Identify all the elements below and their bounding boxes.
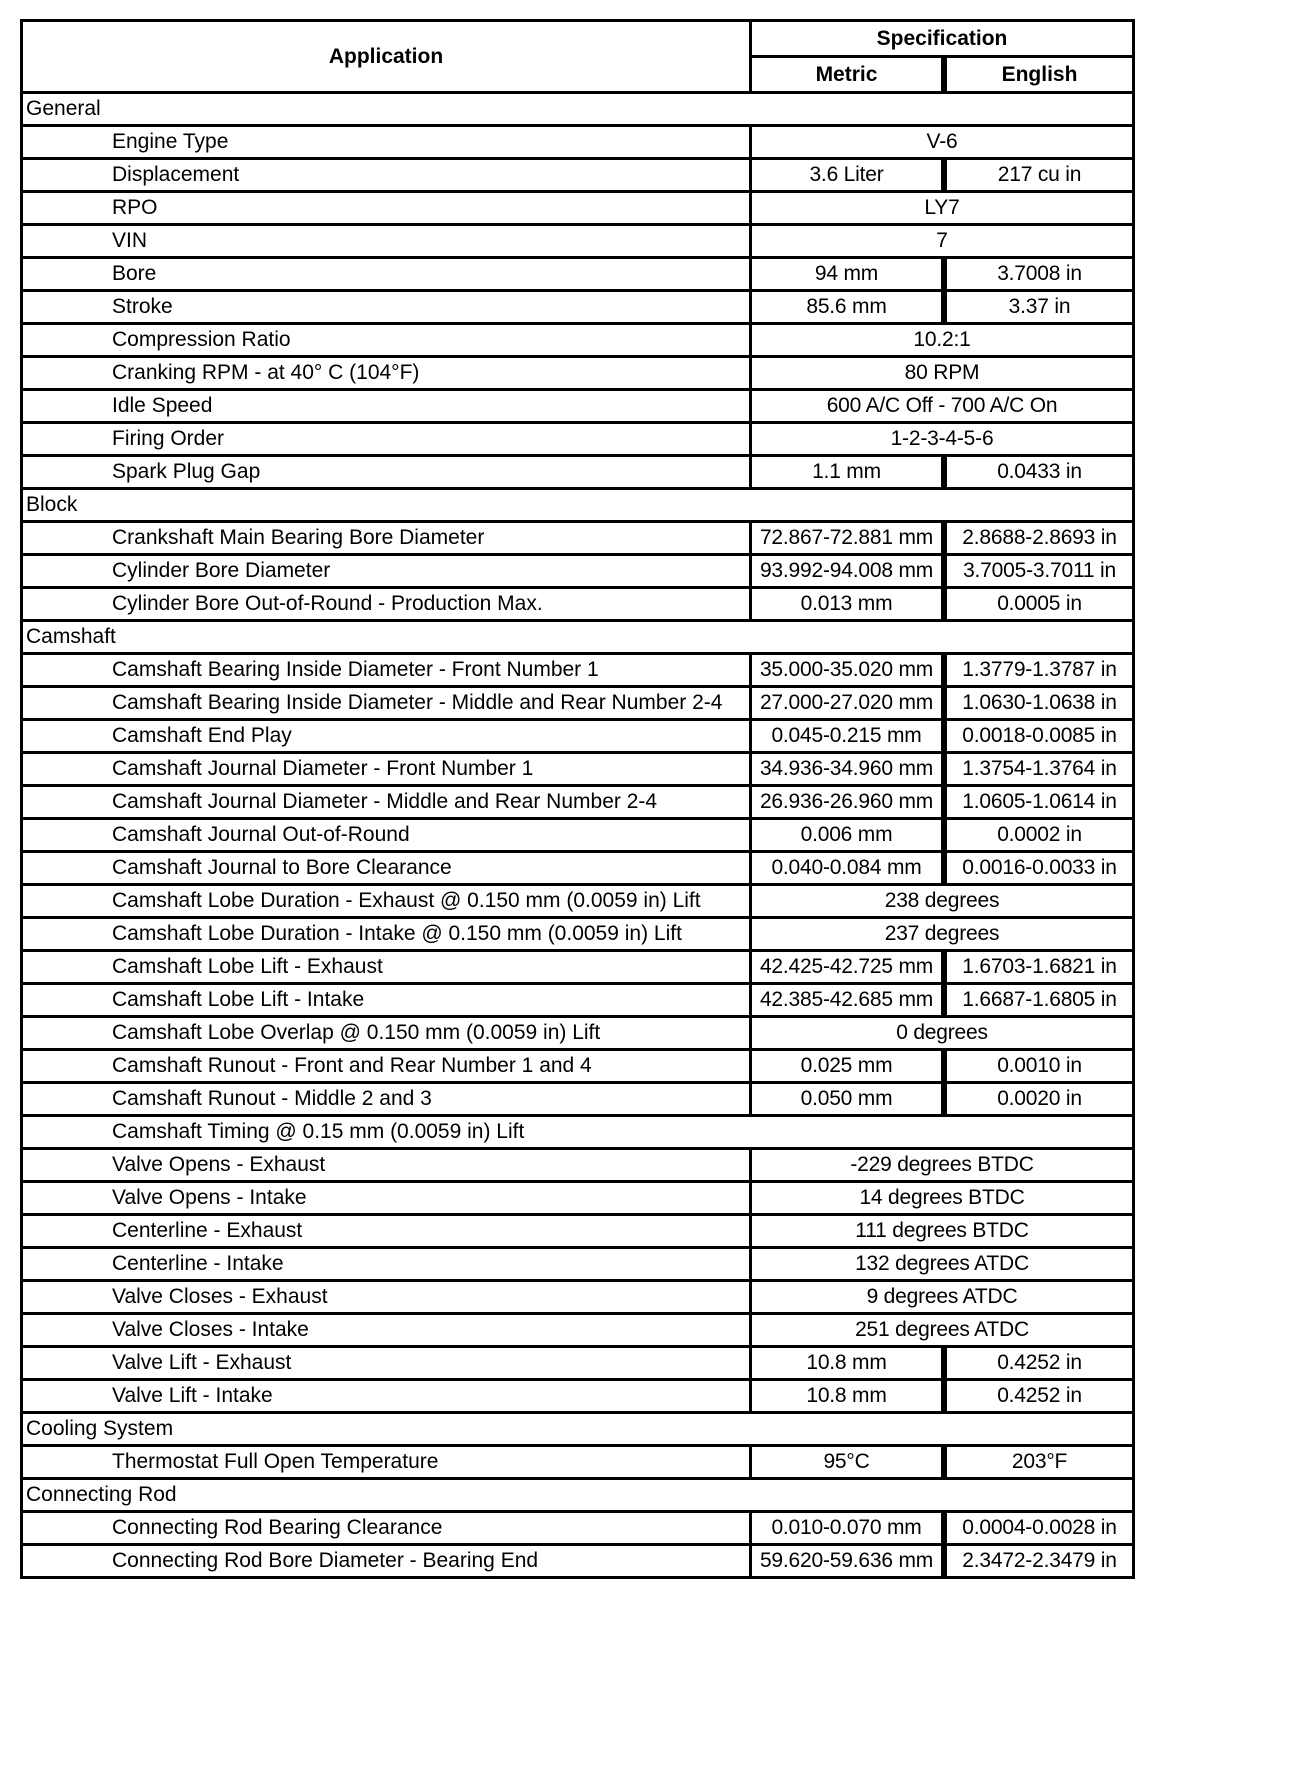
english-value: 1.0605-1.0614 in xyxy=(947,787,1135,820)
table-row xyxy=(23,1051,1135,1084)
row-label: Engine Type xyxy=(23,127,752,160)
application-header: Application xyxy=(23,22,752,94)
section-row xyxy=(23,1480,1135,1513)
table-row xyxy=(23,853,1135,886)
spec-value: -229 degrees BTDC xyxy=(752,1150,1135,1183)
section-row xyxy=(23,622,1135,655)
engine-spec-table xyxy=(20,19,1135,1579)
metric-value: 10.8 mm xyxy=(752,1381,947,1414)
english-value: 0.0002 in xyxy=(947,820,1135,853)
table-row xyxy=(23,1216,1135,1249)
english-value: 0.0005 in xyxy=(947,589,1135,622)
row-label: Valve Opens - Exhaust xyxy=(23,1150,752,1183)
spec-value: V-6 xyxy=(752,127,1135,160)
table-row xyxy=(23,160,1135,193)
metric-value: 10.8 mm xyxy=(752,1348,947,1381)
table-row xyxy=(23,556,1135,589)
english-header: English xyxy=(947,58,1135,94)
table-row xyxy=(23,1546,1135,1579)
section-row xyxy=(23,490,1135,523)
row-label: Valve Lift - Intake xyxy=(23,1381,752,1414)
english-value: 0.0016-0.0033 in xyxy=(947,853,1135,886)
metric-value: 93.992-94.008 mm xyxy=(752,556,947,589)
english-value: 3.7008 in xyxy=(947,259,1135,292)
row-label: Valve Lift - Exhaust xyxy=(23,1348,752,1381)
table-row xyxy=(23,292,1135,325)
row-label: Compression Ratio xyxy=(23,325,752,358)
table-row xyxy=(23,325,1135,358)
spec-value: 251 degrees ATDC xyxy=(752,1315,1135,1348)
spec-value: 111 degrees BTDC xyxy=(752,1216,1135,1249)
english-value: 2.8688-2.8693 in xyxy=(947,523,1135,556)
row-label: Camshaft Journal Out-of-Round xyxy=(23,820,752,853)
metric-value: 27.000-27.020 mm xyxy=(752,688,947,721)
table-row xyxy=(23,688,1135,721)
table-row xyxy=(23,1084,1135,1117)
metric-value: 35.000-35.020 mm xyxy=(752,655,947,688)
metric-value: 95°C xyxy=(752,1447,947,1480)
english-value: 1.3779-1.3787 in xyxy=(947,655,1135,688)
section-row xyxy=(23,94,1135,127)
row-label: Camshaft Journal to Bore Clearance xyxy=(23,853,752,886)
row-label: Camshaft Runout - Middle 2 and 3 xyxy=(23,1084,752,1117)
metric-value: 42.385-42.685 mm xyxy=(752,985,947,1018)
english-value: 203°F xyxy=(947,1447,1135,1480)
row-label: Camshaft Bearing Inside Diameter - Middle and Rear Number 2-4 xyxy=(23,688,752,721)
english-value: 0.0018-0.0085 in xyxy=(947,721,1135,754)
english-value: 1.6703-1.6821 in xyxy=(947,952,1135,985)
table-row xyxy=(23,226,1135,259)
row-label: Thermostat Full Open Temperature xyxy=(23,1447,752,1480)
row-label: Camshaft Lobe Duration - Intake @ 0.150 mm (0.0059 in) Lift xyxy=(23,919,752,952)
english-value: 217 cu in xyxy=(947,160,1135,193)
table-row xyxy=(23,1315,1135,1348)
row-label: Camshaft Lobe Lift - Exhaust xyxy=(23,952,752,985)
spec-value: 14 degrees BTDC xyxy=(752,1183,1135,1216)
metric-header: Metric xyxy=(752,58,947,94)
table-row xyxy=(23,655,1135,688)
row-label: Firing Order xyxy=(23,424,752,457)
row-label: Centerline - Exhaust xyxy=(23,1216,752,1249)
metric-value: 42.425-42.725 mm xyxy=(752,952,947,985)
table-row xyxy=(23,193,1135,226)
metric-value: 0.025 mm xyxy=(752,1051,947,1084)
table-row xyxy=(23,1447,1135,1480)
table-row xyxy=(23,952,1135,985)
metric-value: 0.045-0.215 mm xyxy=(752,721,947,754)
metric-value: 94 mm xyxy=(752,259,947,292)
english-value: 1.6687-1.6805 in xyxy=(947,985,1135,1018)
section-title: Block xyxy=(23,490,1135,523)
section-title: Cooling System xyxy=(23,1414,1135,1447)
spec-value: 237 degrees xyxy=(752,919,1135,952)
row-label: Valve Opens - Intake xyxy=(23,1183,752,1216)
spec-value: 1-2-3-4-5-6 xyxy=(752,424,1135,457)
table-row xyxy=(23,985,1135,1018)
spec-value: 600 A/C Off - 700 A/C On xyxy=(752,391,1135,424)
spec-value: 80 RPM xyxy=(752,358,1135,391)
row-label: VIN xyxy=(23,226,752,259)
table-row xyxy=(23,424,1135,457)
table-row xyxy=(23,1150,1135,1183)
table-row xyxy=(23,259,1135,292)
row-label: Camshaft Journal Diameter - Middle and Rear Number 2-4 xyxy=(23,787,752,820)
table-row xyxy=(23,820,1135,853)
table-row xyxy=(23,1348,1135,1381)
table-row xyxy=(23,523,1135,556)
table-row xyxy=(23,754,1135,787)
row-label: Valve Closes - Intake xyxy=(23,1315,752,1348)
row-label: Camshaft Lobe Duration - Exhaust @ 0.150 mm (0.0059 in) Lift xyxy=(23,886,752,919)
metric-value: 0.040-0.084 mm xyxy=(752,853,947,886)
english-value: 3.7005-3.7011 in xyxy=(947,556,1135,589)
section-row xyxy=(23,1414,1135,1447)
table-row xyxy=(23,358,1135,391)
table-row xyxy=(23,1381,1135,1414)
english-value: 3.37 in xyxy=(947,292,1135,325)
english-value: 1.0630-1.0638 in xyxy=(947,688,1135,721)
spec-value: 238 degrees xyxy=(752,886,1135,919)
spec-value: 132 degrees ATDC xyxy=(752,1249,1135,1282)
table-row xyxy=(23,721,1135,754)
table-row xyxy=(23,1282,1135,1315)
row-label: Camshaft Lobe Lift - Intake xyxy=(23,985,752,1018)
row-label: Centerline - Intake xyxy=(23,1249,752,1282)
row-label: Valve Closes - Exhaust xyxy=(23,1282,752,1315)
english-value: 0.4252 in xyxy=(947,1348,1135,1381)
table-row xyxy=(23,127,1135,160)
metric-value: 3.6 Liter xyxy=(752,160,947,193)
spec-value: 9 degrees ATDC xyxy=(752,1282,1135,1315)
metric-value: 26.936-26.960 mm xyxy=(752,787,947,820)
row-label: Cranking RPM - at 40° C (104°F) xyxy=(23,358,752,391)
metric-value: 0.050 mm xyxy=(752,1084,947,1117)
table-row xyxy=(23,1018,1135,1051)
metric-value: 59.620-59.636 mm xyxy=(752,1546,947,1579)
row-label: Connecting Rod Bearing Clearance xyxy=(23,1513,752,1546)
metric-value: 1.1 mm xyxy=(752,457,947,490)
row-label: RPO xyxy=(23,193,752,226)
metric-value: 72.867-72.881 mm xyxy=(752,523,947,556)
row-label: Spark Plug Gap xyxy=(23,457,752,490)
section-title: Camshaft xyxy=(23,622,1135,655)
row-label: Camshaft Lobe Overlap @ 0.150 mm (0.0059 in) Lift xyxy=(23,1018,752,1051)
row-label: Idle Speed xyxy=(23,391,752,424)
table-row xyxy=(23,1183,1135,1216)
table-row xyxy=(23,919,1135,952)
table-row xyxy=(23,886,1135,919)
metric-value: 0.006 mm xyxy=(752,820,947,853)
spec-table-body xyxy=(23,94,1135,1579)
spec-value: 7 xyxy=(752,226,1135,259)
table-row xyxy=(23,391,1135,424)
row-label: Camshaft End Play xyxy=(23,721,752,754)
english-value: 0.0433 in xyxy=(947,457,1135,490)
metric-value: 0.010-0.070 mm xyxy=(752,1513,947,1546)
english-value: 0.0004-0.0028 in xyxy=(947,1513,1135,1546)
table-row xyxy=(23,787,1135,820)
english-value: 0.0020 in xyxy=(947,1084,1135,1117)
spec-value: LY7 xyxy=(752,193,1135,226)
row-label: Crankshaft Main Bearing Bore Diameter xyxy=(23,523,752,556)
metric-value: 85.6 mm xyxy=(752,292,947,325)
row-label: Cylinder Bore Diameter xyxy=(23,556,752,589)
row-label: Camshaft Bearing Inside Diameter - Front Number 1 xyxy=(23,655,752,688)
spec-value: 0 degrees xyxy=(752,1018,1135,1051)
row-label: Camshaft Timing @ 0.15 mm (0.0059 in) Lift xyxy=(23,1117,1135,1150)
metric-value: 0.013 mm xyxy=(752,589,947,622)
spec-value: 10.2:1 xyxy=(752,325,1135,358)
table-row xyxy=(23,1249,1135,1282)
table-row xyxy=(23,589,1135,622)
english-value: 1.3754-1.3764 in xyxy=(947,754,1135,787)
specification-header: Specification xyxy=(752,22,1135,58)
english-value: 0.4252 in xyxy=(947,1381,1135,1414)
metric-value: 34.936-34.960 mm xyxy=(752,754,947,787)
row-label: Connecting Rod Bore Diameter - Bearing End xyxy=(23,1546,752,1579)
section-title: Connecting Rod xyxy=(23,1480,1135,1513)
table-row xyxy=(23,1513,1135,1546)
row-label: Stroke xyxy=(23,292,752,325)
english-value: 0.0010 in xyxy=(947,1051,1135,1084)
section-title: General xyxy=(23,94,1135,127)
row-label: Camshaft Runout - Front and Rear Number 1 and 4 xyxy=(23,1051,752,1084)
row-label: Camshaft Journal Diameter - Front Number 1 xyxy=(23,754,752,787)
english-value: 2.3472-2.3479 in xyxy=(947,1546,1135,1579)
table-row xyxy=(23,457,1135,490)
row-label: Bore xyxy=(23,259,752,292)
table-row xyxy=(23,1117,1135,1150)
row-label: Cylinder Bore Out-of-Round - Production Max. xyxy=(23,589,752,622)
row-label: Displacement xyxy=(23,160,752,193)
